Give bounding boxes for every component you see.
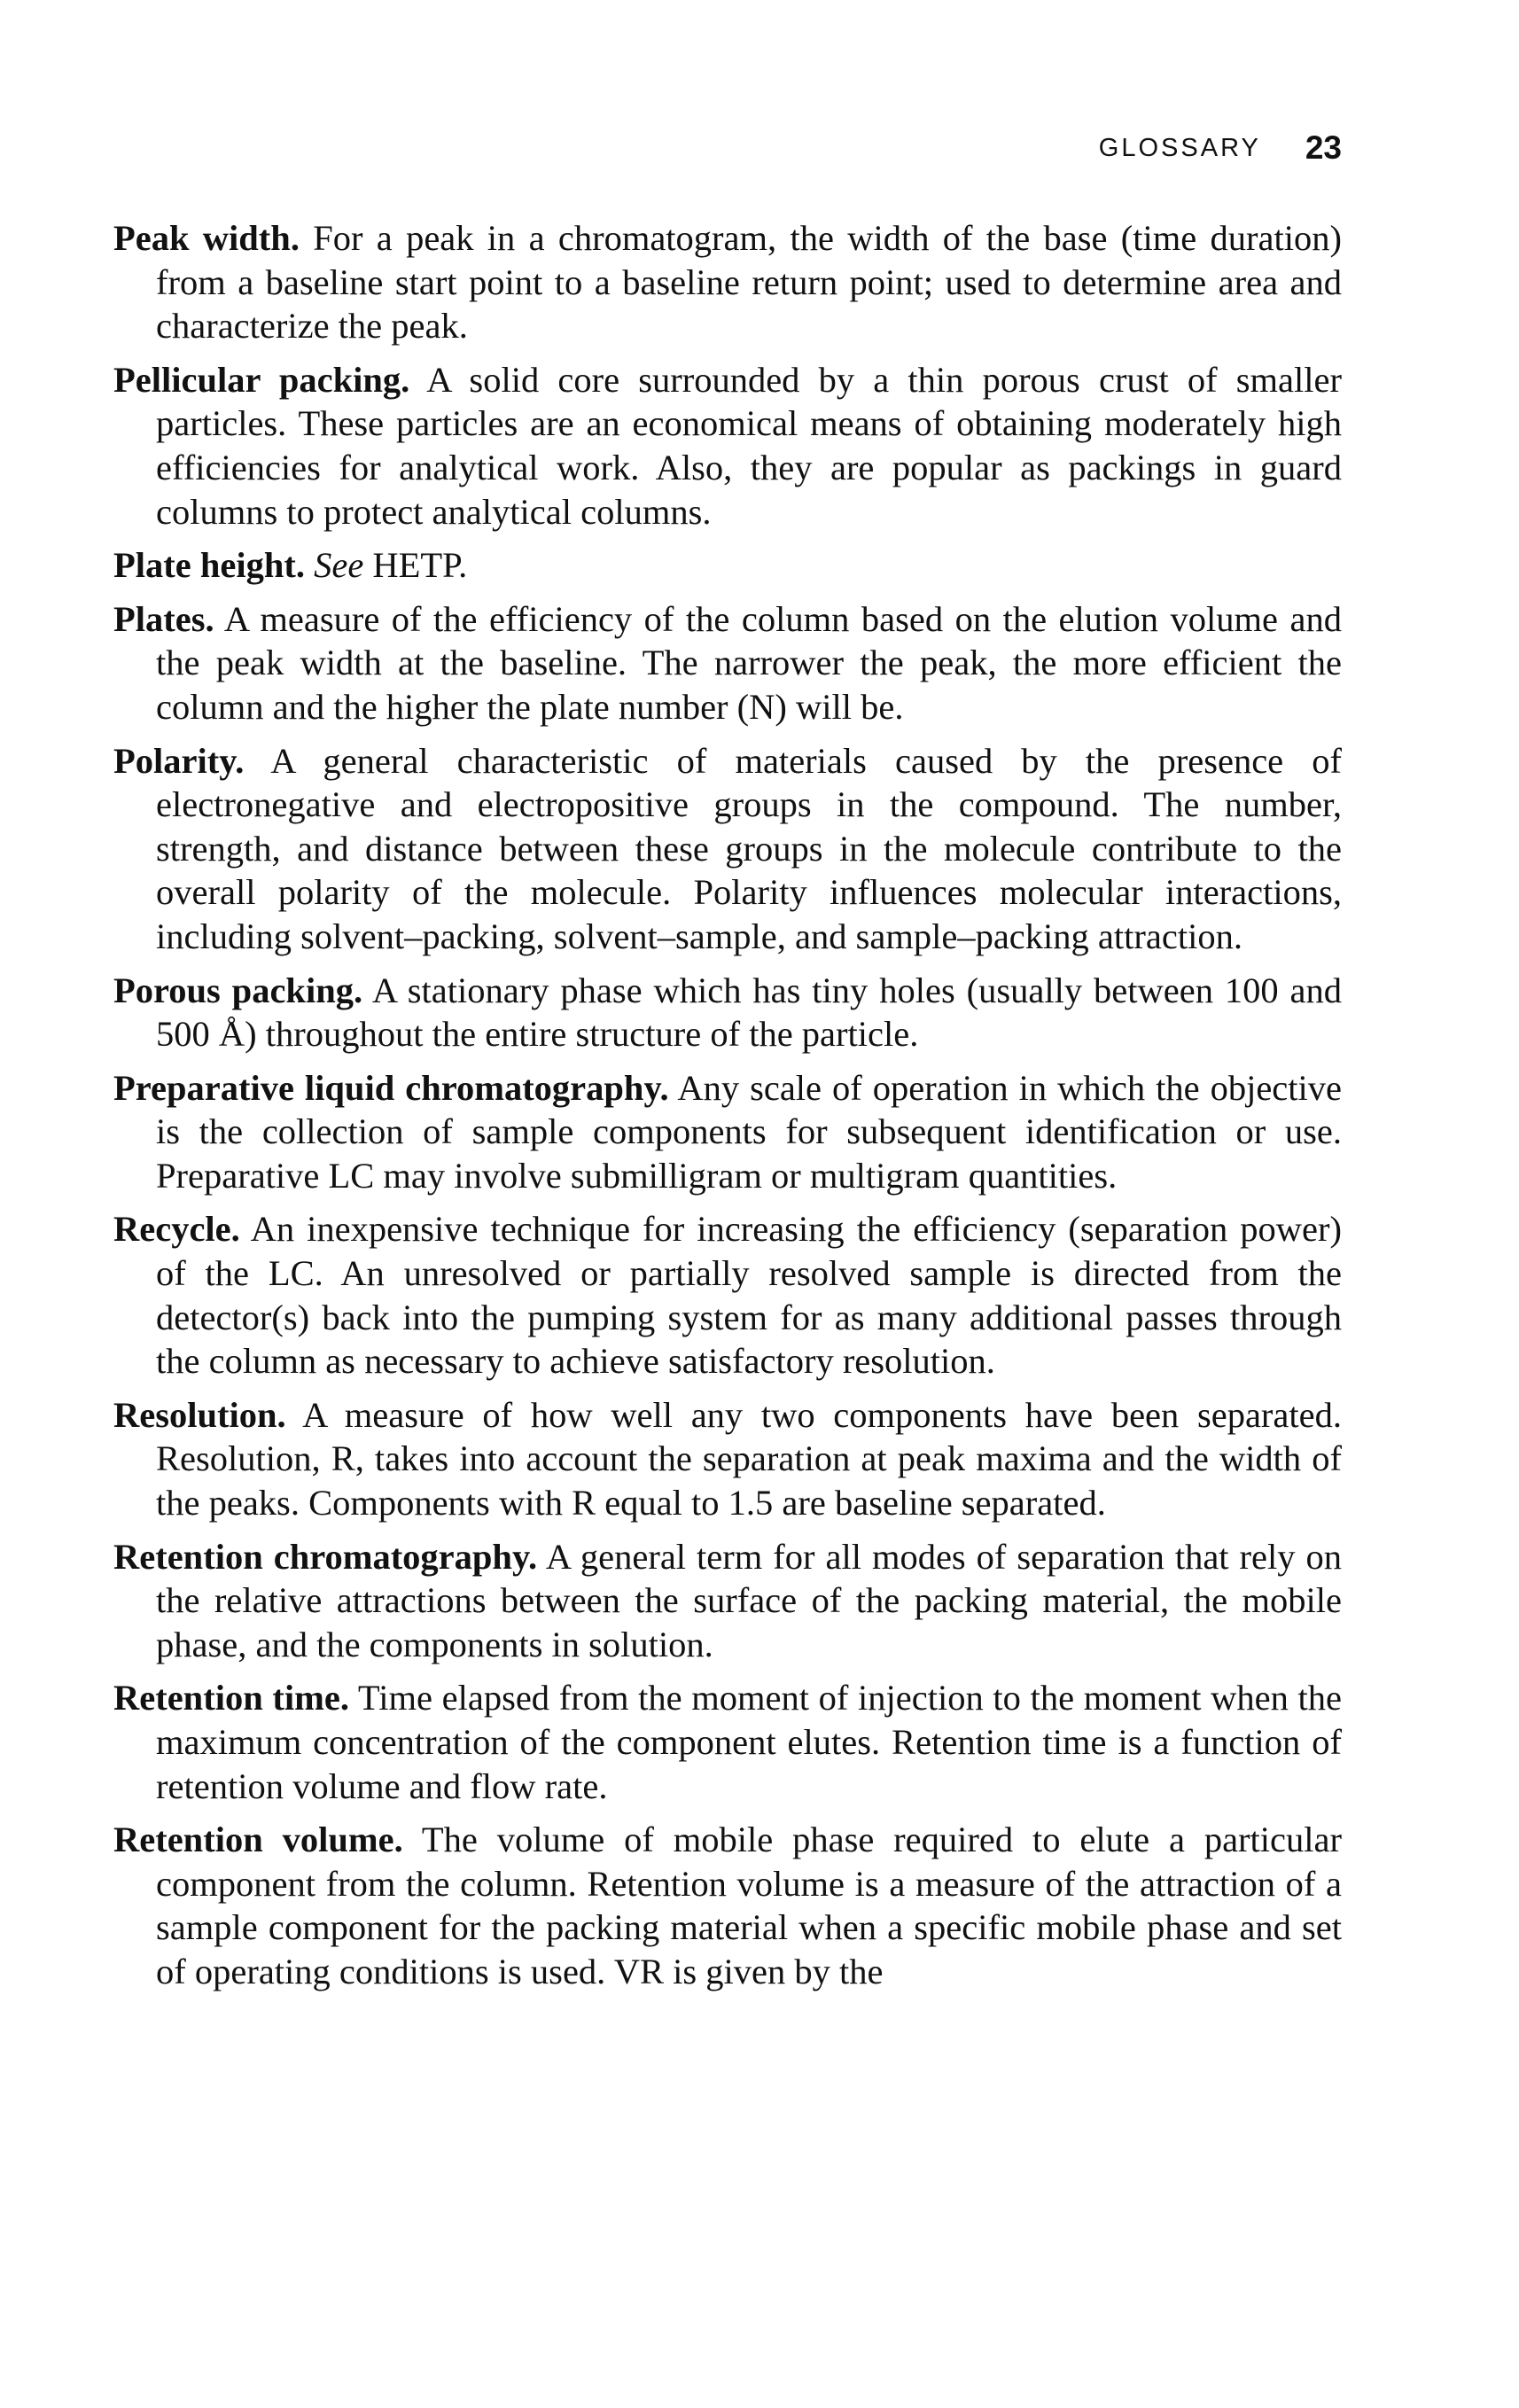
entry-definition: A solid core surrounded by a thin porous crust of smaller particles. These particles are an economical means of obtaining moderately high efficiencies for analytical work. Also, they are popular as packings in guard columns to protect analytical columns. (156, 359, 1342, 532)
entry-term: Retention volume. (113, 1820, 403, 1860)
entry-term: Retention chromatography. (113, 1536, 538, 1577)
entry-term: Pellicular packing. (113, 359, 410, 400)
entry-definition: A general characteristic of materials caused by the presence of electronegative and electropositive groups in the compound. The number, strength, and distance between these groups in the molecule contribute to the overall polarity of the molecule. Polarity influences molecular interactions, including solvent–packing, solvent–sample, and sample–packing attraction. (156, 740, 1343, 956)
entry-term: Resolution. (113, 1394, 286, 1435)
page-number: 23 (1305, 129, 1342, 166)
glossary-entry-recycle (113, 1207, 1342, 1383)
glossary-entry-retention-volume (113, 1818, 1342, 1993)
entry-definition: Any scale of operation in which the objective is the collection of sample components for subsequent identification or use. Preparative LC may involve submilligram or multigram quantities. (156, 1067, 1342, 1196)
entry-definition: A general term for all modes of separation that rely on the relative attractions between the surface of the packing material, the mobile phase, and the components in solution. (156, 1536, 1343, 1664)
entry-term: Plates. (113, 598, 214, 639)
entry-definition: An inexpensive technique for increasing the efficiency (separation power) of the LC. An unresolved or partially resolved sample is directed from the detector(s) back into the pumping system for as many additional passes through the column as necessary to achieve satisfactory resolution. (156, 1209, 1342, 1382)
entry-definition: The volume of mobile phase required to elute a particular component from the column. Retention volume is a measure of the attraction of a sample component for the packing material when a specific mobile phase and set of operating conditions is used. VR is given by the (156, 1820, 1342, 1991)
glossary-entry-pellicular-packing (113, 358, 1342, 534)
entry-term: Recycle. (113, 1209, 240, 1250)
glossary-entry-preparative-lc (113, 1066, 1342, 1198)
entry-term: Polarity. (113, 740, 245, 781)
glossary-entry-plates (113, 597, 1342, 729)
entry-term: Peak width. (113, 218, 300, 258)
glossary-entry-peak-width (113, 216, 1342, 348)
entry-term: Plate height. (113, 545, 305, 586)
entry-definition: A stationary phase which has tiny holes (usually between 100 and 500 Å) throughout the entire structure of the particle. (156, 970, 1342, 1055)
entry-definition: HETP. (372, 545, 468, 586)
glossary-entries (113, 216, 1342, 2004)
entry-definition: A measure of the efficiency of the column based on the elution volume and the peak width at the baseline. The narrower the peak, the more efficient the column and the higher the plate number (N) will be. (156, 598, 1342, 727)
section-title: GLOSSARY (1098, 133, 1261, 162)
glossary-entry-polarity (113, 739, 1342, 959)
entry-term: Preparative liquid chromatography. (113, 1067, 669, 1108)
running-head (0, 129, 1342, 183)
entry-definition: Time elapsed from the moment of injection to the moment when the maximum concentration of the component elutes. Retention time is a function of retention volume and flow rate. (156, 1678, 1342, 1806)
entry-term: Retention time. (113, 1678, 349, 1718)
glossary-entry-plate-height (113, 543, 1342, 588)
glossary-entry-retention-time (113, 1676, 1342, 1808)
entry-term: Porous packing. (113, 970, 363, 1010)
glossary-entry-retention-chromatography (113, 1535, 1342, 1667)
entry-definition: For a peak in a chromatogram, the width of the base (time duration) from a baseline start point to a baseline return point; used to determine area and characterize the peak. (156, 218, 1343, 347)
glossary-entry-resolution (113, 1393, 1342, 1525)
glossary-entry-porous-packing (113, 969, 1342, 1056)
see-reference-label: See (314, 545, 364, 586)
entry-definition: A measure of how well any two components have been separated. Resolution, R, takes into account the separation at peak maxima and the width of the peaks. Components with R equal to 1.5 are baseline separated. (156, 1394, 1342, 1524)
